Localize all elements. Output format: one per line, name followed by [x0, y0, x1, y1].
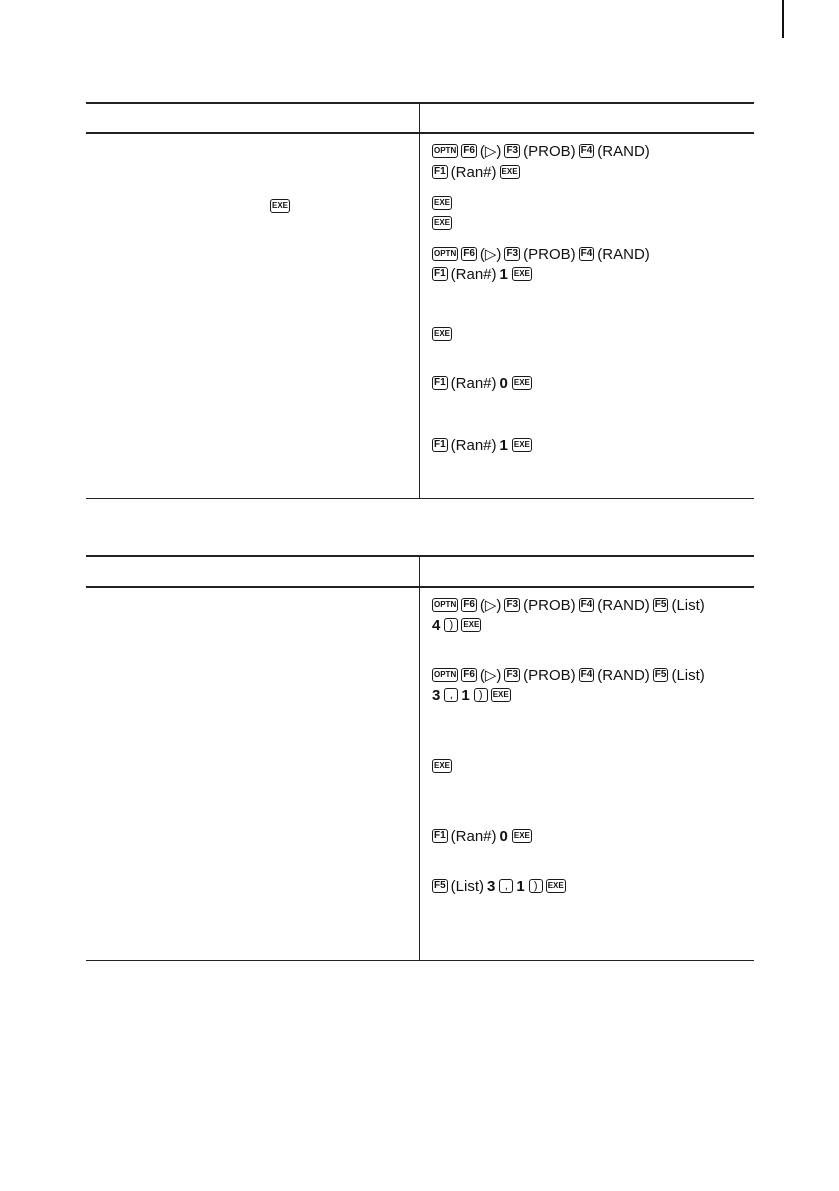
operation-row: [432, 664, 708, 686]
prob-label: (PROB): [523, 142, 576, 160]
column-divider: [419, 102, 420, 499]
list-label: (List): [450, 877, 485, 895]
table-bottom-rule: [86, 498, 754, 499]
rand-label: (RAND): [597, 596, 650, 614]
column-divider: [419, 555, 420, 961]
operation-row: [432, 434, 535, 456]
f1-key: F1: [434, 830, 446, 841]
f5-key: F5: [434, 880, 446, 891]
f4-key: F4: [580, 669, 593, 680]
digit-1: 1: [461, 686, 470, 704]
f3-key: F3: [506, 599, 519, 610]
exe-key: EXE: [491, 688, 511, 702]
f6-key: F6: [463, 669, 475, 680]
f3-key: F3: [506, 248, 519, 259]
operation-row: [432, 161, 523, 183]
exe-key: EXE: [461, 618, 481, 632]
operation-row: [432, 140, 653, 162]
close-paren-key: ): [444, 618, 458, 632]
list-label: (List): [671, 596, 705, 614]
exe-key: EXE: [270, 199, 290, 213]
example-table-1: [86, 102, 754, 500]
f5-key: F5: [654, 669, 667, 680]
operation-row: [432, 614, 484, 636]
operation-row: [432, 212, 455, 234]
digit-4: 4: [432, 616, 441, 634]
exe-key: EXE: [512, 829, 532, 843]
table-bottom-rule: [86, 960, 754, 961]
digit-0: 0: [499, 827, 508, 845]
table-header-rule: [86, 132, 754, 134]
table-top-rule: [86, 555, 754, 557]
f3-key: F3: [506, 669, 519, 680]
f6-key: F6: [463, 599, 475, 610]
exe-key: EXE: [512, 438, 532, 452]
exe-key: EXE: [500, 165, 520, 179]
operation-row: [432, 755, 455, 777]
next-label: (▷): [479, 246, 502, 263]
digit-3: 3: [487, 877, 496, 895]
operation-row: [432, 594, 708, 616]
operation-row: [432, 323, 455, 345]
ran-hash-label: (Ran#): [450, 163, 497, 181]
prob-label: (PROB): [523, 245, 576, 263]
operation-row: [432, 875, 569, 897]
operation-row: [432, 372, 535, 394]
table-top-rule: [86, 102, 754, 104]
next-label: (▷): [479, 597, 502, 614]
optn-key: OPTN: [432, 598, 458, 612]
f1-key: F1: [434, 439, 446, 450]
f6-key: F6: [463, 248, 475, 259]
ran-hash-label: (Ran#): [450, 827, 497, 845]
next-label: (▷): [479, 143, 502, 160]
f1-key: F1: [434, 377, 446, 388]
digit-1: 1: [499, 436, 508, 454]
operation-row: [432, 684, 514, 706]
exe-key: EXE: [512, 376, 532, 390]
comma-key: ,: [499, 879, 513, 893]
f4-key: F4: [580, 599, 593, 610]
rand-label: (RAND): [597, 666, 650, 684]
digit-0: 0: [499, 374, 508, 392]
f6-key: F6: [463, 145, 475, 156]
rand-label: (RAND): [597, 142, 650, 160]
optn-key: OPTN: [432, 247, 458, 261]
f1-key: F1: [434, 166, 446, 177]
f1-key: F1: [434, 268, 446, 279]
operation-row: [432, 192, 455, 214]
digit-1: 1: [499, 265, 508, 283]
table-header-rule: [86, 586, 754, 588]
comma-key: ,: [444, 688, 458, 702]
f5-key: F5: [654, 599, 667, 610]
next-label: (▷): [479, 667, 502, 684]
operation-row: [432, 243, 653, 265]
digit-1: 1: [516, 877, 525, 895]
page-edge-mark: [782, 0, 784, 38]
exe-key: EXE: [512, 267, 532, 281]
exe-key: EXE: [432, 327, 452, 341]
rand-label: (RAND): [597, 245, 650, 263]
prob-label: (PROB): [523, 596, 576, 614]
digit-3: 3: [432, 686, 441, 704]
optn-key: OPTN: [432, 668, 458, 682]
operation-row: [432, 263, 535, 285]
f4-key: F4: [580, 248, 593, 259]
optn-key: OPTN: [432, 144, 458, 158]
ran-hash-label: (Ran#): [450, 374, 497, 392]
exe-key: EXE: [432, 216, 452, 230]
ran-hash-label: (Ran#): [450, 265, 497, 283]
operation-row: [432, 825, 535, 847]
ran-hash-label: (Ran#): [450, 436, 497, 454]
close-paren-key: ): [474, 688, 488, 702]
f3-key: F3: [506, 145, 519, 156]
close-paren-key: ): [529, 879, 543, 893]
f4-key: F4: [580, 145, 593, 156]
example-table-2: [86, 555, 754, 963]
prob-label: (PROB): [523, 666, 576, 684]
exe-key: EXE: [432, 759, 452, 773]
exe-key: EXE: [432, 196, 452, 210]
exe-key: EXE: [546, 879, 566, 893]
list-label: (List): [671, 666, 705, 684]
